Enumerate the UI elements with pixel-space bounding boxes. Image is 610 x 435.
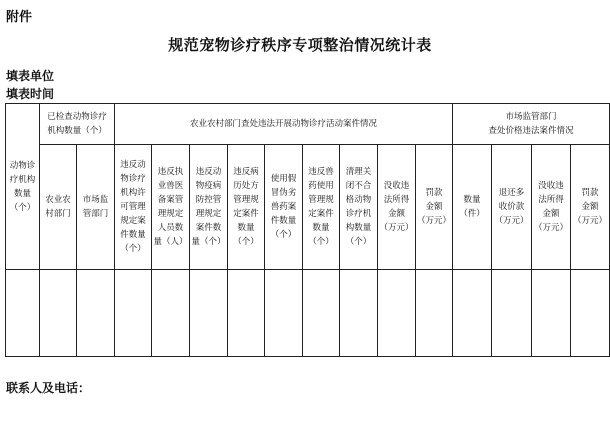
cell-input[interactable] — [492, 270, 532, 357]
header-market-fines: 罚款 金额 （万元） — [571, 145, 610, 270]
header-agri-group: 农业农村部门查处违法开展动物诊疗活动案件情况 — [115, 104, 453, 145]
cell-input[interactable] — [378, 270, 416, 357]
header-inspected-market: 市场监 管部门 — [77, 145, 115, 270]
cell-input[interactable] — [265, 270, 303, 357]
header-inspected-group: 已检查动物诊疗 机构数量（个） — [40, 104, 115, 145]
attachment-label: 附件 — [6, 10, 33, 25]
cell-input[interactable] — [190, 270, 228, 357]
table-header-row-sub — [6, 145, 610, 270]
header-agri-drug-use: 违反兽 药使用 管理规 定案件 数量 （个） — [303, 145, 340, 270]
header-clinic-count: 动物诊 疗机构 数量 （个） — [6, 104, 40, 270]
table-data-row — [6, 270, 610, 357]
contact-label: 联系人及电话： — [6, 381, 91, 395]
cell-input[interactable] — [77, 270, 115, 357]
header-agri-fines: 罚款 金额 （万元） — [416, 145, 453, 270]
cell-input[interactable] — [571, 270, 610, 357]
header-agri-prescription: 违反病 历处方 管理规 定案件 数量 （个） — [228, 145, 265, 270]
header-agri-closed-clinics: 清理关 闭不合 格动物 诊疗机 构数量 （个） — [340, 145, 378, 270]
header-agri-license: 违反动 物诊疗 机构许 可管理 规定案 件数量 （个） — [115, 145, 152, 270]
cell-input[interactable] — [40, 270, 77, 357]
header-agri-vet-filing: 违反执 业兽医 备案管 理规定 人员数 量（人） — [152, 145, 190, 270]
header-market-refund: 退还多 收价款 （万元） — [492, 145, 532, 270]
cell-input[interactable] — [416, 270, 453, 357]
cell-input[interactable] — [340, 270, 378, 357]
cell-input[interactable] — [115, 270, 152, 357]
table-header-row-group — [6, 104, 610, 145]
header-market-count: 数量 （件） — [453, 145, 492, 270]
header-agri-fake-drugs: 使用假 冒伪劣 兽药案 件数量 （个） — [265, 145, 303, 270]
header-inspected-agri: 农业农 村部门 — [40, 145, 77, 270]
cell-input[interactable] — [532, 270, 571, 357]
page-title: 规范宠物诊疗秩序专项整治情况统计表 — [168, 36, 432, 54]
header-agri-disease-control: 违反动 物疫病 防控管 理规定 案件数 量（个） — [190, 145, 228, 270]
cell-input[interactable] — [152, 270, 190, 357]
cell-input[interactable] — [228, 270, 265, 357]
header-market-confiscated: 没收违 法所得 金额 （万元） — [532, 145, 571, 270]
header-market-group: 市场监管部门 查处价格违法案件情况 — [453, 104, 610, 145]
header-agri-confiscated: 没收违 法所得 金额 （万元） — [378, 145, 416, 270]
cell-input[interactable] — [453, 270, 492, 357]
cell-input[interactable] — [6, 270, 40, 357]
fill-unit-label: 填表单位 — [6, 69, 55, 83]
cell-input[interactable] — [303, 270, 340, 357]
fill-time-label: 填表时间 — [6, 87, 55, 101]
statistics-table — [5, 103, 610, 357]
